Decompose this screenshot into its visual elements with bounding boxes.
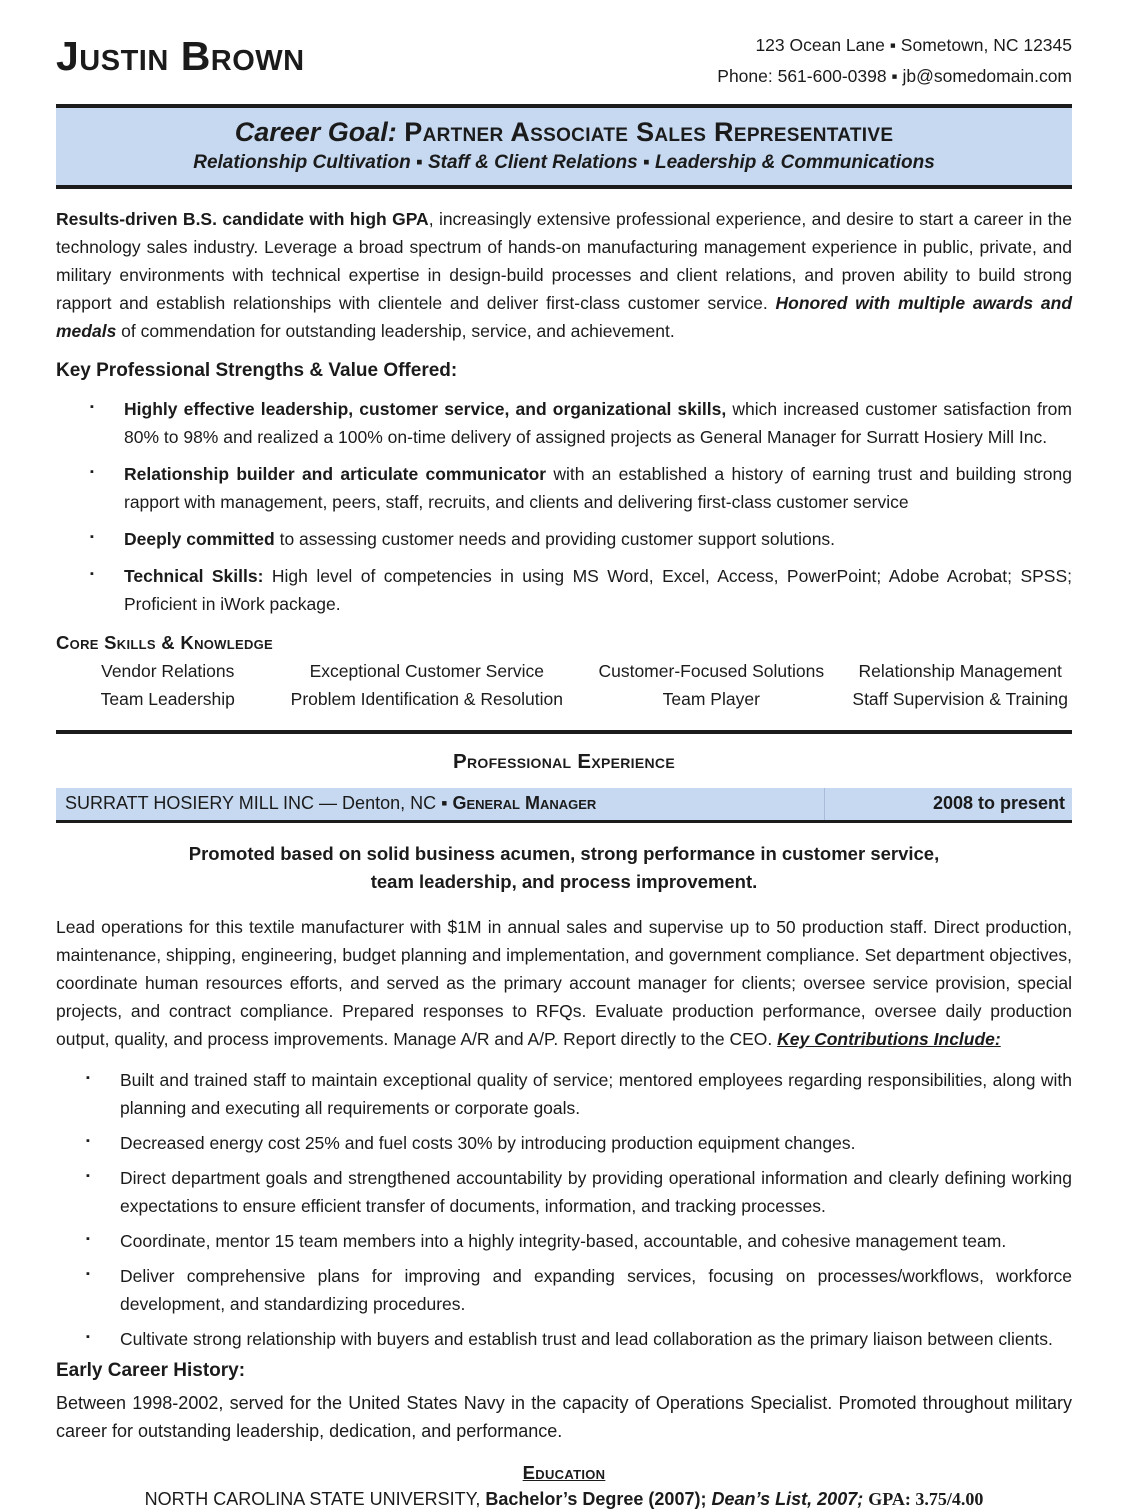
promotion-note — [56, 840, 1072, 896]
contact-block — [717, 26, 1072, 91]
address-line: 123 Ocean Lane ▪ Sometown, NC 12345 — [755, 35, 1072, 55]
strength-rest: which increased customer satisfaction from 80% to 98% and realized a 100% on-time delivery of assigned projects as General Manager for Surratt Hosiery Mill Inc. — [124, 399, 1072, 448]
strength-text — [124, 525, 1072, 553]
core-skills-grid — [56, 658, 1072, 713]
contribution-item — [86, 1325, 1072, 1353]
career-goal-label: Career Goal: — [234, 117, 405, 148]
strength-lead: Deeply committed — [124, 529, 275, 550]
contribution-item — [86, 1129, 1072, 1157]
summary-body-1: , increasingly extensive professional experience, and desire to start a career in the technology sales industry. Leverage a broad spectrum of hands-on manufacturing management experience in public, private, and military environments with technical expertise in design-build processes and client relations, and proven ability to build strong rapport and establish relationships with clientele and deliver first-class customer service. — [56, 209, 1072, 314]
skills-column — [280, 658, 575, 713]
professional-experience-heading: Professional Experience — [453, 749, 675, 773]
square-bullet-icon: ▪ — [90, 568, 94, 581]
summary-awards-highlight: Honored with multiple awards and medals — [56, 293, 1073, 342]
square-bullet-icon: ▪ — [90, 401, 94, 414]
degree: Bachelor’s Degree (2007); — [485, 1488, 712, 1509]
job-dates: 2008 to present — [824, 788, 1072, 821]
separator-square-icon: ▪ — [441, 792, 453, 813]
contribution-text: Direct department goals and strengthened accountability by providing operational information and clearly defining working expectations to ensure efficient transfer of documents, information, and tracking processes. — [120, 1167, 1072, 1216]
summary-body-2: of commendation for outstanding leadership, service, and achievement. — [116, 321, 675, 342]
job-title: General Manager — [452, 792, 597, 813]
strength-item — [90, 525, 1072, 553]
skills-column — [56, 658, 280, 713]
education-line — [56, 1489, 1072, 1510]
square-bullet-icon: ▪ — [90, 531, 94, 544]
square-bullet-icon: ▪ — [86, 1169, 90, 1182]
early-career-text: Between 1998-2002, served for the United States Navy in the capacity of Operations Specialist. Promoted throughout military career for outstanding leadership, dedication, and performance. — [56, 1392, 1072, 1441]
career-goal-title — [56, 117, 1072, 148]
job-company-title — [56, 788, 824, 821]
summary-paragraph — [56, 205, 1072, 345]
skill-item: Vendor Relations — [101, 661, 235, 682]
strength-lead: Technical Skills: — [124, 566, 264, 587]
strength-item — [90, 460, 1072, 516]
section-divider — [56, 730, 1072, 734]
square-bullet-icon: ▪ — [86, 1071, 90, 1084]
summary-bold-lead: Results-driven B.S. candidate with high GPA — [56, 209, 429, 230]
contribution-text: Coordinate, mentor 15 team members into a highly integrity-based, accountable, and cohesive management team. — [120, 1230, 1007, 1251]
skills-column — [574, 658, 848, 713]
career-goal-position: Partner Associate Sales Representative — [404, 117, 894, 148]
strength-text — [124, 395, 1072, 451]
contribution-item — [86, 1262, 1072, 1318]
contribution-text: Decreased energy cost 25% and fuel costs 30% by introducing production equipment changes. — [120, 1132, 856, 1153]
strengths-heading: Key Professional Strengths & Value Offered: — [56, 360, 458, 382]
contribution-item — [86, 1164, 1072, 1220]
university-name: NORTH CAROLINA STATE UNIVERSITY, — [144, 1488, 486, 1509]
contributions-list — [56, 1066, 1072, 1353]
company-name: SURRATT HOSIERY MILL INC — Denton, NC — [65, 792, 442, 813]
contribution-item — [86, 1066, 1072, 1122]
strength-lead: Highly effective leadership, customer service, and organizational skills, — [124, 399, 727, 420]
strength-text — [124, 460, 1072, 516]
job-description — [56, 913, 1072, 1053]
skills-column — [848, 658, 1072, 713]
strengths-list — [56, 395, 1072, 618]
career-goal-banner — [56, 104, 1072, 189]
square-bullet-icon: ▪ — [90, 466, 94, 479]
strength-item — [90, 562, 1072, 618]
contribution-text: Built and trained staff to maintain exceptional quality of service; mentored employees regarding responsibilities, along with planning and executing all requirements or corporate goals. — [120, 1069, 1072, 1118]
job-header-bar — [56, 788, 1072, 824]
header — [56, 26, 1072, 91]
deans-list: Dean’s List, 2007; — [711, 1488, 869, 1509]
education-heading: Education — [522, 1461, 606, 1483]
skill-item: Relationship Management — [858, 661, 1062, 682]
skill-item: Exceptional Customer Service — [309, 661, 545, 682]
contribution-text: Cultivate strong relationship with buyers and establish trust and lead collaboration as the primary liaison between clients. — [120, 1328, 1053, 1349]
square-bullet-icon: ▪ — [86, 1330, 90, 1343]
skill-item: Team Player — [662, 688, 760, 709]
promotion-line-1: Promoted based on solid business acumen, strong performance in customer service, — [188, 843, 940, 865]
job-description-text: Lead operations for this textile manufacturer with $1M in annual sales and supervise up to 50 production staff. Direct production, maintenance, shipping, engineering, budget planning and implementation, and government compliance. Set department objectives, coordinate human resources efforts, and served as the primary account manager for clients; oversee service provision, special projects, and contract compliance. Prepared responses to RFQs. Evaluate production performance, oversee daily production output, quality, and process improvements. Manage A/R and A/P. Report directly to the CEO. — [56, 916, 1072, 1049]
early-career-heading: Early Career History: — [56, 1359, 246, 1381]
contribution-text: Deliver comprehensive plans for improving and expanding services, focusing on processes/workflows, workforce development, and standardizing procedures. — [120, 1265, 1072, 1314]
skill-item: Team Leadership — [100, 688, 235, 709]
skill-item: Problem Identification & Resolution — [290, 688, 564, 709]
key-contributions-label: Key Contributions Include: — [777, 1028, 1001, 1049]
square-bullet-icon: ▪ — [86, 1232, 90, 1245]
contribution-item — [86, 1227, 1072, 1255]
promotion-line-2: team leadership, and process improvement. — [370, 871, 758, 893]
skill-item: Staff Supervision & Training — [852, 688, 1069, 709]
strength-rest: with an established a history of earning trust and building strong rapport with management, peers, staff, recruits, and clients and delivering first-class customer service — [124, 464, 1072, 513]
core-skills-heading: Core Skills & Knowledge — [56, 632, 274, 654]
square-bullet-icon: ▪ — [86, 1267, 90, 1280]
square-bullet-icon: ▪ — [86, 1134, 90, 1147]
gpa: GPA: 3.75/4.00 — [868, 1488, 984, 1509]
skill-item: Customer-Focused Solutions — [598, 661, 825, 682]
strength-item — [90, 395, 1072, 451]
strength-lead: Relationship builder and articulate communicator — [124, 464, 547, 485]
strength-text — [124, 562, 1072, 618]
strength-rest: to assessing customer needs and providing customer support solutions. — [274, 529, 836, 550]
career-goal-subtitle: Relationship Cultivation ▪ Staff & Client Relations ▪ Leadership & Communications — [193, 152, 935, 174]
candidate-name: Justin Brown — [56, 33, 305, 79]
strength-rest: High level of competencies in using MS Word, Excel, Access, PowerPoint; Adobe Acrobat; SPSS; Proficient in iWork package. — [124, 566, 1073, 615]
phone-email-line: Phone: 561-600-0398 ▪ jb@somedomain.com — [717, 65, 1072, 86]
